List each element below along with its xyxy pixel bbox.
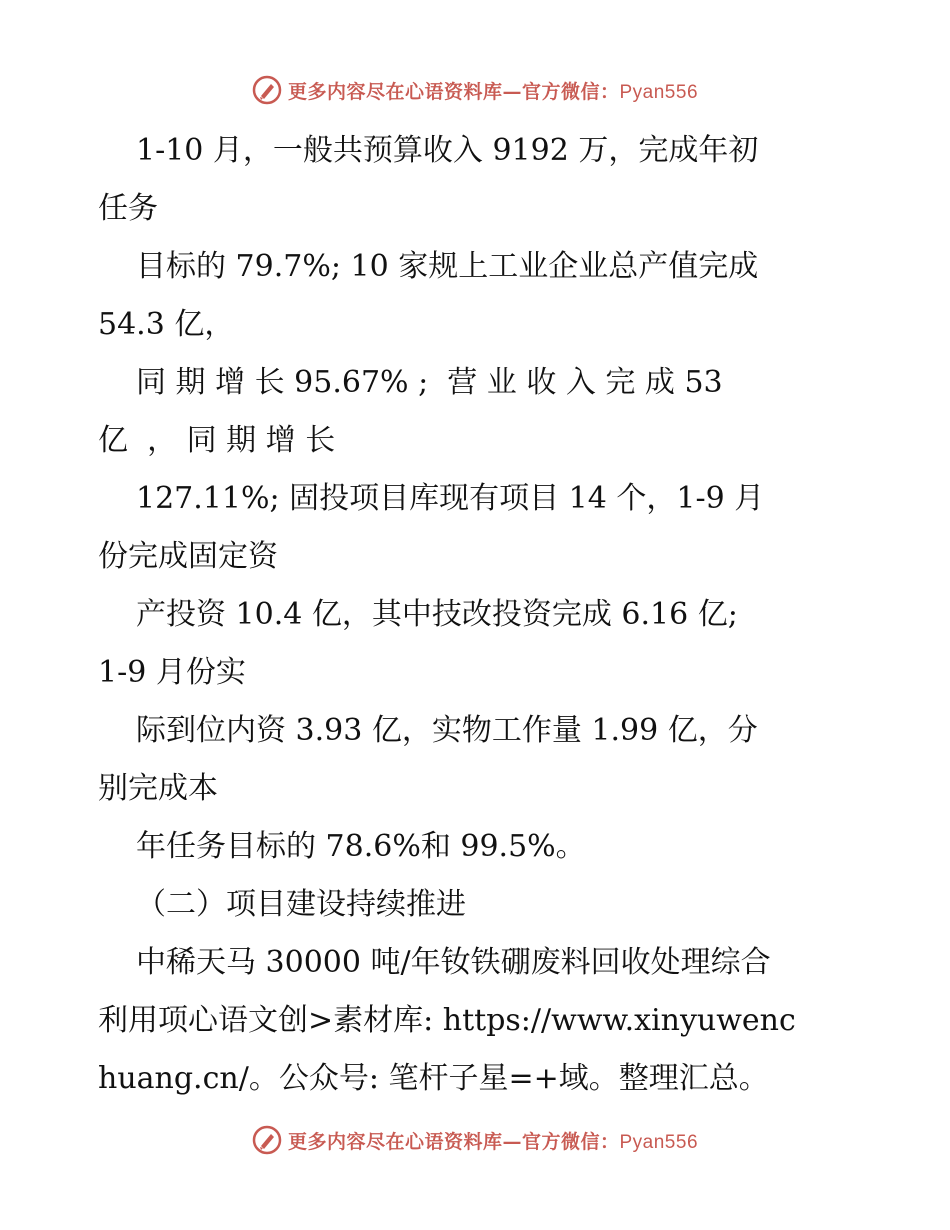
text-line: 产投资 10.4 亿，其中技改投资完成 6.16 亿; [136,597,738,632]
text-line: 利用项心语文创>素材库: https://www.xinyuwenc [98,1003,796,1038]
text-line: 54.3 亿， [98,307,235,342]
text-line: 任务 [98,191,158,226]
text-line: 1-9 月份实 [98,655,246,690]
watermark-text: 更多内容尽在心语资料库—官方微信：Pyan556 [287,80,699,103]
text-line: 目标的 79.7%; 10 家规上工业企业总产值完成 [136,249,759,284]
text-line: 别完成本 [98,771,218,806]
header-watermark [0,72,950,108]
pen-seal-logo-icon [252,75,282,105]
text-line: 亿 ， 同 期 增 长 [98,423,336,458]
watermark-text: 更多内容尽在心语资料库—官方微信：Pyan556 [287,1130,699,1153]
footer-watermark [0,1122,950,1158]
text-line: 同 期 增 长 95.67% ; 营 业 收 入 完 成 53 [136,365,723,400]
text-line: 中稀天马 30000 吨/年钕铁硼废料回收处理综合 [136,945,771,980]
document-body [98,122,858,1108]
text-line: 年任务目标的 78.6%和 99.5%。 [136,829,586,864]
text-line: 份完成固定资 [98,539,278,574]
text-line: 1-10 月，一般共预算收入 9192 万，完成年初 [136,133,759,168]
text-line: 127.11%; 固投项目库现有项目 14 个，1-9 月 [136,481,765,516]
text-line: 际到位内资 3.93 亿，实物工作量 1.99 亿，分 [136,713,758,748]
pen-seal-logo-icon [252,1125,282,1155]
text-line: huang.cn/。公众号: 笔杆子星=+域。整理汇总。 [98,1061,769,1096]
section-heading: （二）项目建设持续推进 [136,887,466,922]
